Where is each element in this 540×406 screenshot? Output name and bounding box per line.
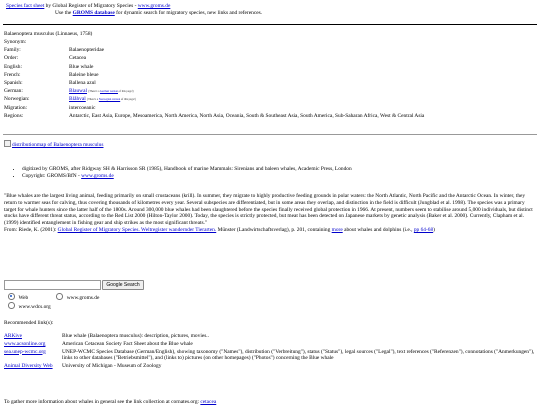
- search-input[interactable]: [4, 280, 101, 290]
- species-description: [4, 193, 536, 234]
- fact-value: Cetacea: [69, 55, 87, 62]
- header-divider: [3, 24, 537, 25]
- search-scope-row-2: [8, 302, 51, 311]
- link-description: UNEP-WCMC Species Database (German/English), showing taxonomy ("Names"), distribution ("Verbreitung"), status ("Status"), legal sources ("Legal"), text references ("Referenzen"), connotations ("Anmerkungen"), links to other databases ("Betriebsmittel"), and (links to) pictures (on other homepages) ("Photos") concerning the Blue whale: [62, 348, 535, 362]
- source-end: ): [433, 226, 435, 233]
- map-credits: [0, 166, 352, 180]
- german-version-link[interactable]: German version: [100, 90, 118, 94]
- norwegian-name-link[interactable]: Blåhval: [69, 96, 86, 103]
- header-line-2-post: for dynamic search for migratory species, new links and references.: [114, 9, 263, 16]
- fact-label: French:: [4, 71, 21, 78]
- norwegian-version-link[interactable]: Norwegian version: [98, 98, 121, 102]
- fact-row-german: [4, 88, 424, 96]
- fact-row-spanish: [4, 80, 424, 88]
- norwegian-version-note: [87, 98, 136, 101]
- scientific-name: Balaenoptera musculus (Linnaeus, 1758): [4, 31, 93, 37]
- fact-label: German:: [4, 88, 23, 95]
- fact-row-regions: [4, 113, 424, 121]
- fact-value: Antarctic, East Asia, Europe, Mesoamerica, North America, North Asia, Oceania, South & Southeast Asia, South America, Sub-Saharan Africa, West & Central Asia: [69, 112, 425, 119]
- fact-row-order: [4, 55, 424, 63]
- link-row: [4, 341, 536, 349]
- fact-row-french: [4, 72, 424, 80]
- fact-label: English:: [4, 63, 22, 70]
- distribution-map-link[interactable]: distributionmap of Balaenoptera musculus: [12, 142, 104, 148]
- radio-wdcs[interactable]: [8, 302, 15, 309]
- fact-row-english: [4, 64, 424, 72]
- groms-copyright-link[interactable]: www.groms.de: [81, 172, 114, 179]
- header-line-2: [6, 10, 534, 17]
- link-cell: [4, 363, 62, 371]
- google-search-form: [4, 280, 144, 290]
- link-description: Blue whale (Balaenoptera musculus): description, pictures, movies..: [62, 333, 210, 339]
- link-row: [4, 349, 536, 364]
- fact-value: Ballena azul: [69, 79, 96, 86]
- german-name-link[interactable]: Blauwal: [69, 88, 87, 95]
- fact-row-synonym: [4, 39, 424, 47]
- animal-diversity-web-link[interactable]: Animal Diversity Web: [4, 363, 53, 369]
- groms-home-link[interactable]: www.groms.de: [137, 3, 171, 9]
- fact-label: Norwegian:: [4, 96, 30, 103]
- fact-row-norwegian: [4, 96, 424, 104]
- more-link[interactable]: more: [331, 226, 343, 233]
- source-from: From: Riede, K. (2001):: [4, 226, 58, 233]
- fact-label: Migration:: [4, 104, 28, 111]
- fact-label: Family:: [4, 47, 21, 54]
- fact-label: Spanish:: [4, 79, 23, 86]
- page-header: [6, 3, 534, 17]
- species-facts-table: [4, 39, 424, 121]
- groms-database-link[interactable]: GROMS database: [72, 9, 115, 16]
- credit-item: • digitized by GROMS, after Ridgway SH & Harrisson SR (1985), Handbook of marine Mammals: Sirenians and baleen whales, Academic Press, London: [22, 166, 352, 173]
- description-quote: "Blue whales are the largest living animal, feeding primarily on small crustaceans (krill). In summer, they migrate to highly productive feeding grounds in polar waters: the North Atlantic, North Pacific and the Antarctic Ocean. In winter, they return to warmer seas for calving, thus covering thousands of kilometres every year. Several subspecies are differentiated, but in some areas they overlap, and distinction in the field is difficult (Jungblad et al. 1998). The species was a primary target for whale hunters since the latter half of the 1800s. Around 300,000 blue whales had been slaughtered before the species finally received global protection in 1966. At present, numbers seem to stabilise around 5,000 individuals, but distinct stocks have different threat status, according to the Red List 2000 (Hilton-Taylor 2000). Today, the species is strictly protected, but meat has been detected on Japanese markets by genetic analysis (Baker et al. 2000). Currently, Clapham et al. (1999) identified entanglement in fishing gear and ship strikes as the most significant threats.": [4, 193, 533, 226]
- radio-groms[interactable]: [56, 293, 63, 300]
- facts-divider: [3, 134, 537, 135]
- header-line-1: [6, 3, 534, 10]
- species-fact-sheet-link[interactable]: Species fact sheet: [6, 3, 45, 9]
- cetacea-link[interactable]: cetacea: [200, 399, 217, 405]
- radio-label: www.groms.de: [66, 295, 100, 301]
- german-version-note: [88, 90, 133, 93]
- fact-label: Order:: [4, 55, 19, 62]
- broken-image-icon: [4, 140, 11, 147]
- fact-value: [69, 39, 424, 47]
- note-text: of this page!): [120, 98, 136, 102]
- header-line-2-pre: Use the: [55, 9, 73, 16]
- fact-value: Balaenopteridae: [69, 47, 105, 54]
- recommended-links-table: [4, 333, 536, 371]
- fact-value: Blue whale: [69, 63, 94, 70]
- distribution-map[interactable]: [4, 140, 103, 149]
- link-cell: [4, 333, 62, 341]
- radio-label: www.wdcs.org: [18, 304, 51, 310]
- google-search-button[interactable]: Google Search: [102, 280, 143, 290]
- acsonline-link[interactable]: www.acsonline.org: [4, 340, 46, 347]
- fact-row-migration: [4, 105, 424, 113]
- link-description: American Cetacean Society Fact Sheet about the Blue whale: [62, 340, 193, 347]
- fact-label: Synonym:: [4, 39, 27, 45]
- footer-text: To gather more information about whales in general see the link collection at cornates.org:: [4, 399, 201, 405]
- unep-wcmc-link[interactable]: sea.unep-wcmc.org: [4, 348, 46, 355]
- fact-label: Regions:: [4, 112, 24, 119]
- note-text: (There's a: [88, 90, 101, 94]
- link-row: [4, 333, 536, 341]
- link-cell: [4, 341, 62, 349]
- credit-text: Copyright: GROMS/BfN -: [22, 172, 82, 179]
- note-text: (There's a: [87, 98, 99, 102]
- fact-value: [69, 88, 424, 96]
- header-line-1-text: by Global Register of Migratory Species -: [44, 3, 138, 9]
- source-book-link[interactable]: Global Register of Migratory Species. Weltregister wandernder Tierarten.: [57, 226, 217, 233]
- fact-value: Baleine bleue: [69, 71, 99, 78]
- note-text: of this page!): [117, 90, 134, 94]
- fact-value: intercoeanic: [69, 104, 96, 111]
- arkive-link[interactable]: ARKive: [4, 333, 22, 339]
- radio-web[interactable]: [8, 293, 15, 300]
- link-row: [4, 363, 536, 371]
- pages-link[interactable]: pp 64-68: [413, 226, 434, 233]
- source-mid: Münster (Landwirtschaftsverlag), p. 201, containing: [216, 226, 332, 233]
- recommended-links-title: Recommended link(s):: [4, 320, 54, 326]
- credit-item: [22, 173, 352, 180]
- source-mid-2: about whales and dolphins (i.e.,: [342, 226, 414, 233]
- fact-row-family: [4, 47, 424, 55]
- radio-label: Web: [18, 295, 29, 301]
- search-scope-row-1: [8, 293, 99, 302]
- link-cell: [4, 349, 62, 364]
- fact-value: [69, 96, 424, 104]
- link-description: University of Michigan - Museum of Zoology: [62, 363, 162, 369]
